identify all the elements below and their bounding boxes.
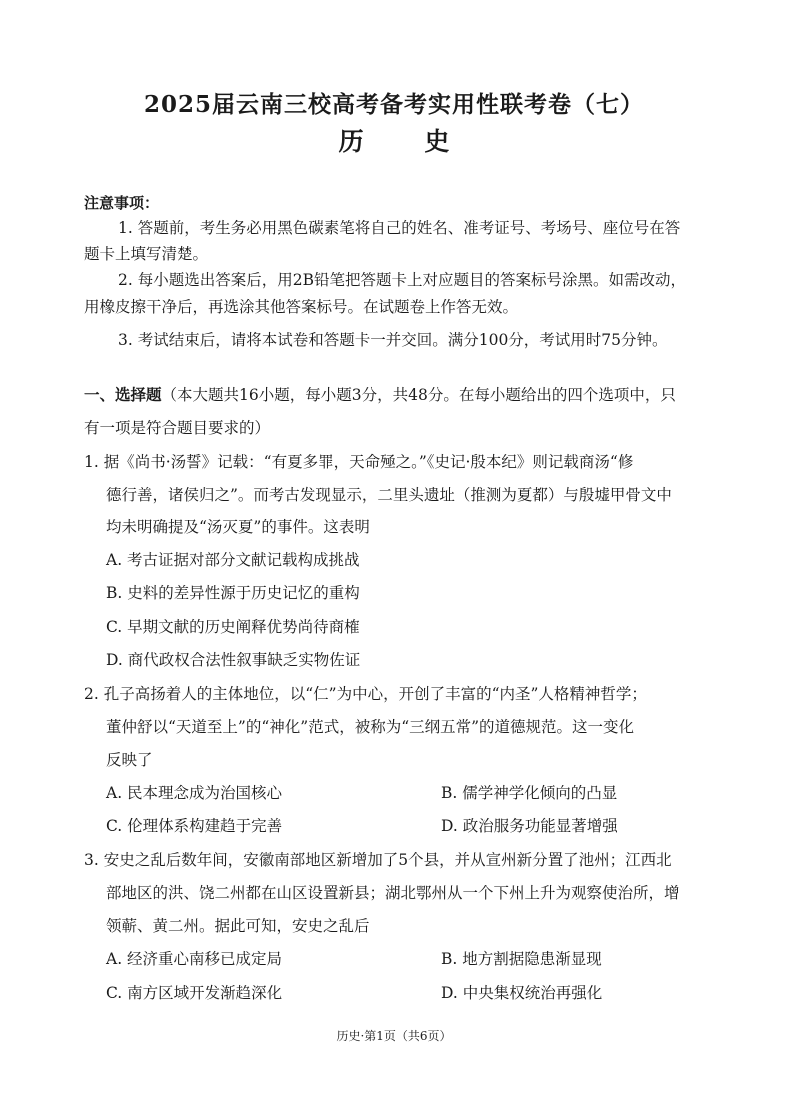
section-heading: [84, 384, 768, 406]
note-line: 用橡皮擦干净后，再选涂其他答案标号。在试题卷上作答无效。: [84, 298, 519, 316]
question-3-stem: 部地区的洪、饶二州都在山区设置新县；湖北鄂州从一个下州上升为观察使治所，增: [106, 884, 680, 902]
question-3-stem: 领蕲、黄二州。据此可知，安史之乱后: [106, 917, 370, 935]
question-1-stem: 德行善，诸侯归之”。而考古发现显示，二里头遗址（推测为夏都）与殷墟甲骨文中: [106, 486, 672, 504]
question-1-option-d: D. 商代政权合法性叙事缺乏实物佐证: [106, 651, 361, 669]
question-1-option-c: C. 早期文献的历史阐释优势尚待商榷: [106, 618, 360, 636]
question-1-option-a: A. 考古证据对部分文献记载构成挑战: [106, 551, 360, 569]
exam-title: 2025届云南三校高考备考实用性联考卷（七）: [143, 91, 644, 118]
question-1-stem: 均未明确提及“汤灭夏”的事件。这表明: [106, 518, 370, 536]
note-line: 题卡上填写清楚。: [84, 245, 209, 263]
question-1-stem: 1. 据《尚书·汤誓》记载：“有夏多罪，天命殛之。”《史记·殷本纪》则记载商汤“修: [84, 453, 634, 471]
subject-title: 历 史: [338, 127, 476, 156]
question-2-option-a: A. 民本理念成为治国核心: [106, 784, 283, 802]
note-line: 1. 答题前，考生务必用黑色碳素笔将自己的姓名、准考证号、考场号、座位号在答: [118, 219, 681, 237]
section-title: 一、选择题: [84, 385, 162, 404]
section-heading-cont: 有一项是符合题目要求的）: [84, 419, 271, 437]
question-3-option-a: A. 经济重心南移已成定局: [106, 950, 283, 968]
question-2-option-b: B. 儒学神学化倾向的凸显: [441, 784, 618, 802]
question-2-stem: 2. 孔子高扬着人的主体地位，以“仁”为中心，开创了丰富的“内圣”人格精神哲学；: [84, 685, 647, 703]
note-line: 2. 每小题选出答案后，用2B铅笔把答题卡上对应题目的答案标号涂黑。如需改动，: [118, 271, 686, 289]
question-3-option-d: D. 中央集权统治再强化: [441, 984, 603, 1002]
page-footer: 历史·第1页（共6页）: [336, 1029, 452, 1043]
section-instructions: （本大题共16小题，每小题3分，共48分。在每小题给出的四个选项中，只: [161, 386, 676, 404]
question-3-option-c: C. 南方区域开发渐趋深化: [106, 984, 283, 1002]
question-2-option-c: C. 伦理体系构建趋于完善: [106, 817, 283, 835]
note-line: 3. 考试结束后，请将本试卷和答题卡一并交回。满分100分，考试用时75分钟。: [118, 331, 668, 349]
question-2-stem: 反映了: [106, 751, 153, 769]
question-3-option-b: B. 地方割据隐患渐显现: [441, 950, 602, 968]
notes-heading: 注意事项：: [84, 194, 160, 212]
question-3-stem: 3. 安史之乱后数年间，安徽南部地区新增加了5个县，并从宣州新分置了池州；江西北: [84, 851, 672, 869]
question-2-option-d: D. 政治服务功能显著增强: [441, 817, 618, 835]
question-2-stem: 董仲舒以“天道至上”的“神化”范式，被称为“三纲五常”的道德规范。这一变化: [106, 718, 635, 736]
question-1-option-b: B. 史料的差异性源于历史记忆的重构: [106, 584, 360, 602]
